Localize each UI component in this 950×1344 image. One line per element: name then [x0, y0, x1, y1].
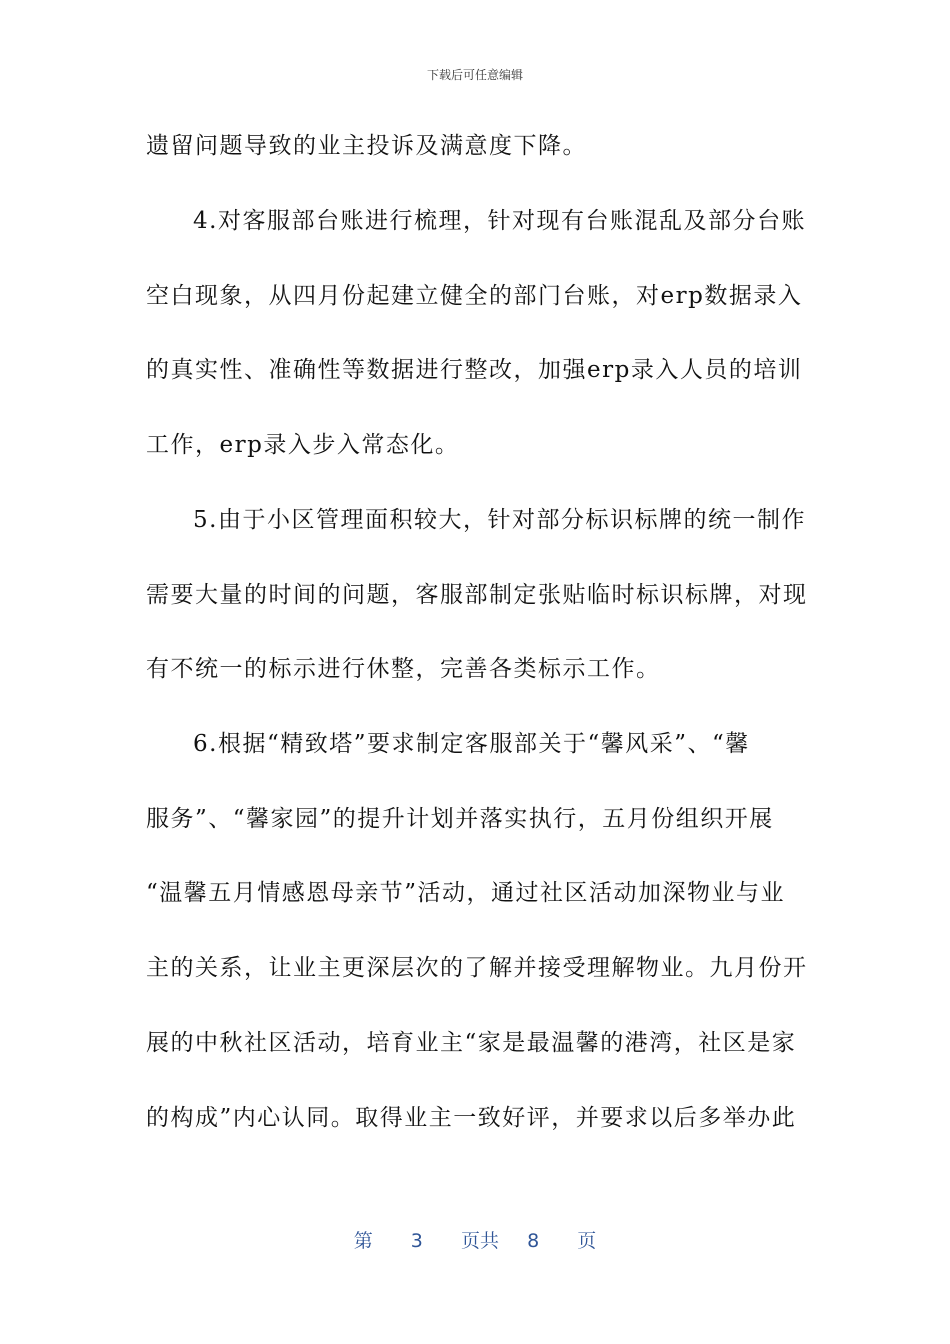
page-footer	[0, 1226, 950, 1253]
paragraph-line: 有不统一的标示进行休整，完善各类标示工作。	[146, 656, 661, 682]
paragraph-line: 展的中秋社区活动，培育业主“家是最温馨的港湾，社区是家	[146, 1030, 797, 1056]
paragraph-line: 需要大量的时间的问题，客服部制定张贴临时标识标牌，对现	[146, 582, 808, 608]
paragraph-line: 工作，erp录入步入常态化。	[146, 432, 460, 458]
footer-current-page: 3	[410, 1230, 423, 1252]
footer-total-pages: 8	[527, 1230, 540, 1252]
footer-prefix: 第	[353, 1230, 373, 1252]
paragraph-line: 的构成”内心认同。取得业主一致好评，并要求以后多举办此	[146, 1105, 797, 1131]
header-note: 下载后可任意编辑	[426, 68, 523, 82]
footer-suffix: 页	[577, 1230, 597, 1252]
paragraph-line: 主的关系，让业主更深层次的了解并接受理解物业。九月份开	[146, 955, 808, 981]
paragraph-line: 遗留问题导致的业主投诉及满意度下降。	[146, 133, 587, 159]
paragraph-line: 服务”、“馨家园”的提升计划并落实执行，五月份组织开展	[146, 806, 774, 832]
paragraph-line: “温馨五月情感恩母亲节”活动，通过社区活动加深物业与业	[146, 880, 786, 906]
paragraph-line: 空白现象，从四月份起建立健全的部门台账，对erp数据录入	[146, 283, 803, 309]
paragraph-line: 的真实性、准确性等数据进行整改，加强erp录入人员的培训	[146, 357, 803, 383]
paragraph-line: 6.根据“精致塔”要求制定客服部关于“馨风采”、“馨	[193, 731, 750, 757]
paragraph-line: 4.对客服部台账进行梳理，针对现有台账混乱及部分台账	[193, 208, 806, 234]
paragraph-line: 5.由于小区管理面积较大，针对部分标识标牌的统一制作	[193, 507, 806, 533]
footer-middle: 页共	[460, 1230, 499, 1252]
